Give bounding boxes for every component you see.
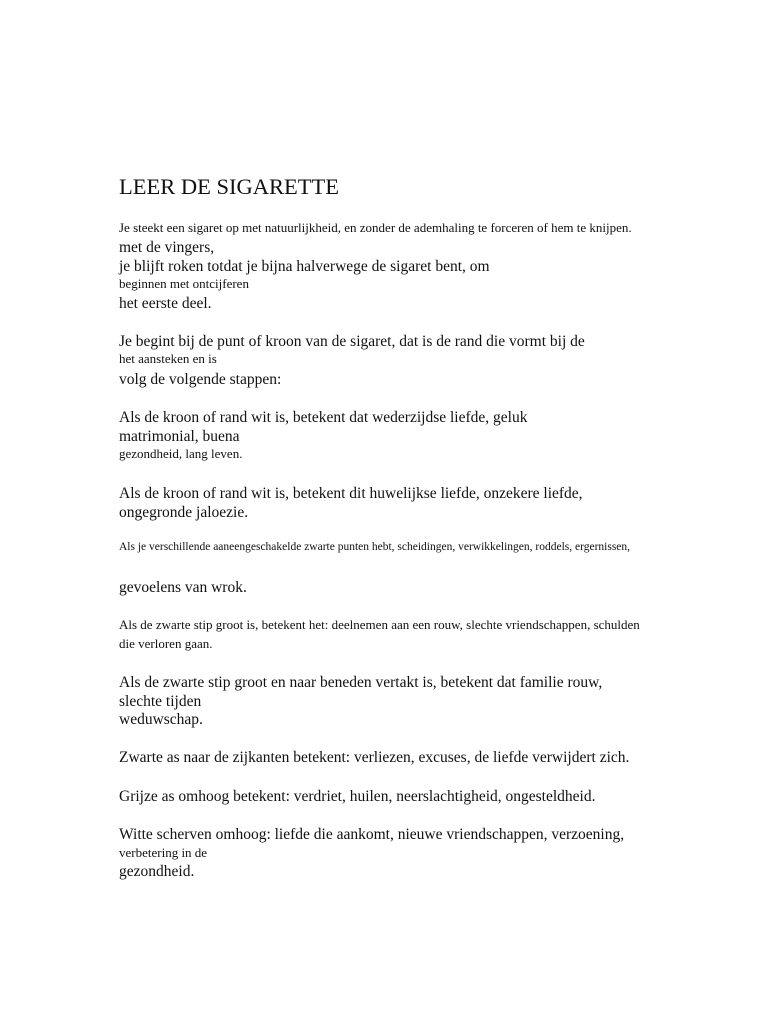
text-line: Witte scherven omhoog: liefde die aankomt, nieuwe vriendschappen, verzoening, <box>119 826 625 843</box>
text-line: matrimonial, buena <box>119 428 240 445</box>
text-line: met de vingers, <box>119 239 215 256</box>
text-line: weduwschap. <box>119 711 203 728</box>
text-line: gezondheid. <box>119 863 195 880</box>
text-line: slechte tijden <box>119 693 202 710</box>
text-line: het eerste deel. <box>119 295 212 312</box>
text-line: Grijze as omhoog betekent: verdriet, huilen, neerslachtigheid, ongesteldheid. <box>119 788 596 805</box>
text-line: Als je verschillende aaneengeschakelde zwarte punten hebt, scheidingen, verwikkelingen, roddels, ergernissen, <box>119 541 631 553</box>
text-line: Als de zwarte stip groot en naar beneden vertakt is, betekent dat familie rouw, <box>119 674 603 691</box>
text-line: volg de volgende stappen: <box>119 371 282 388</box>
text-line: verbetering in de <box>119 845 208 860</box>
text-line: Als de kroon of rand wit is, betekent dat wederzijdse liefde, geluk <box>119 409 528 426</box>
text-line: ongegronde jaloezie. <box>119 504 249 521</box>
text-line: het aansteken en is <box>119 351 217 366</box>
text-line: gevoelens van wrok. <box>119 579 247 596</box>
text-line: gezondheid, lang leven. <box>119 446 243 461</box>
text-line: Als de zwarte stip groot is, betekent het: deelnemen aan een rouw, slechte vriendschappen, schulden <box>119 617 640 632</box>
text-line: je blijft roken totdat je bijna halverwege de sigaret bent, om <box>119 258 490 275</box>
text-line: die verloren gaan. <box>119 636 213 651</box>
text-line: beginnen met ontcijferen <box>119 276 249 291</box>
document-title: LEER DE SIGARETTE <box>119 174 339 199</box>
text-line: Je begint bij de punt of kroon van de sigaret, dat is de rand die vormt bij de <box>119 333 585 350</box>
text-line: Zwarte as naar de zijkanten betekent: verliezen, excuses, de liefde verwijdert zich. <box>119 749 630 766</box>
text-line: Je steekt een sigaret op met natuurlijkheid, en zonder de ademhaling te forceren of hem te knijpen. <box>119 220 632 235</box>
text-line: Als de kroon of rand wit is, betekent dit huwelijkse liefde, onzekere liefde, <box>119 485 583 502</box>
